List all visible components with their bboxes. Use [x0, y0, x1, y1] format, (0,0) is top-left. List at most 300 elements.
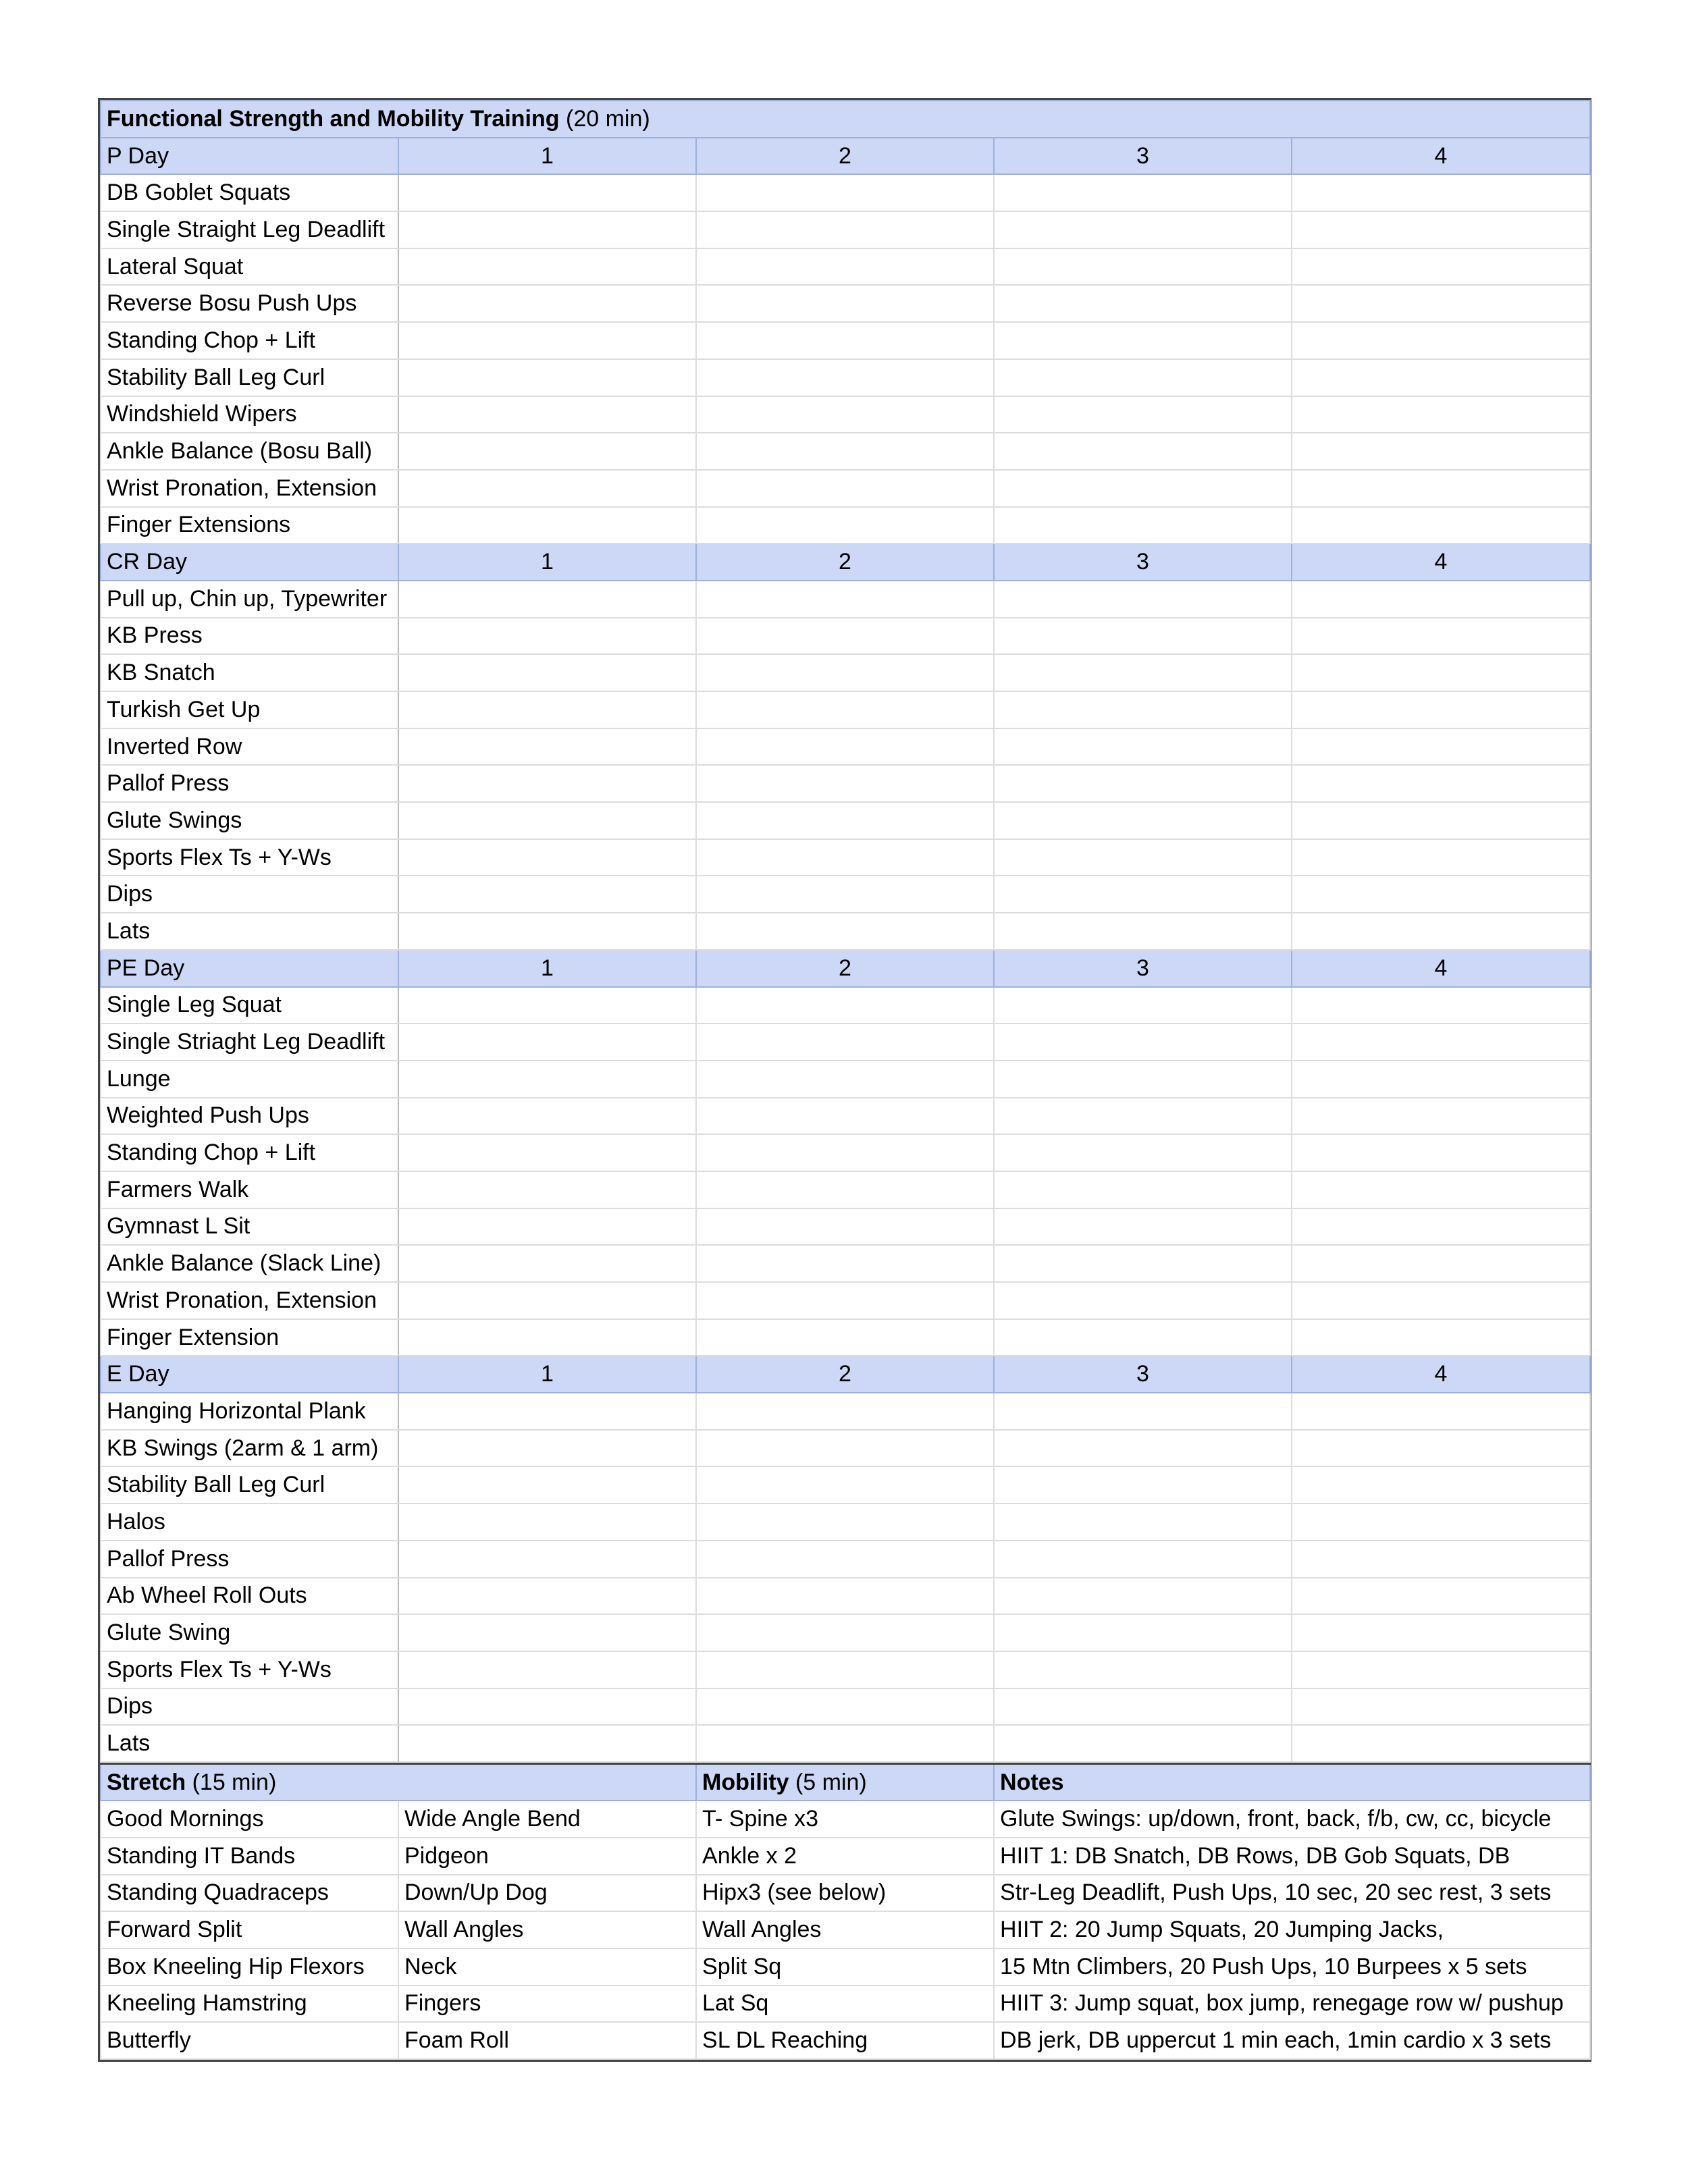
set-cell[interactable]	[1292, 581, 1590, 618]
set-number-header[interactable]: 4	[1292, 138, 1590, 175]
set-cell[interactable]	[1292, 174, 1590, 211]
set-cell[interactable]	[994, 396, 1292, 433]
exercise-name[interactable]: Wrist Pronation, Extension	[101, 1282, 398, 1319]
set-cell[interactable]	[696, 987, 994, 1024]
set-cell[interactable]	[398, 581, 696, 618]
exercise-row	[101, 1651, 1590, 1688]
set-cell[interactable]	[696, 359, 994, 396]
set-cell[interactable]	[696, 618, 994, 655]
set-cell[interactable]	[994, 433, 1292, 470]
exercise-row	[101, 1393, 1590, 1430]
set-cell[interactable]	[398, 1688, 696, 1726]
set-cell[interactable]	[1292, 1319, 1590, 1356]
set-cell[interactable]	[1292, 285, 1590, 322]
exercise-name[interactable]: Single Striaght Leg Deadlift	[101, 1023, 398, 1061]
footer-header-row	[101, 1763, 1590, 1801]
set-cell[interactable]	[1292, 654, 1590, 691]
footer-row	[101, 1911, 1590, 1948]
exercise-row	[101, 987, 1590, 1024]
set-cell[interactable]	[398, 248, 696, 286]
set-cell[interactable]	[1292, 1061, 1590, 1098]
set-cell[interactable]	[696, 248, 994, 286]
set-cell[interactable]	[696, 396, 994, 433]
exercise-name[interactable]: Glute Swings	[101, 802, 398, 839]
exercise-row	[101, 285, 1590, 322]
training-table	[100, 100, 1591, 1763]
set-cell[interactable]	[994, 1098, 1292, 1135]
set-cell[interactable]	[696, 1725, 994, 1762]
set-cell[interactable]	[1292, 1171, 1590, 1208]
set-cell[interactable]	[696, 1503, 994, 1541]
stretch-item[interactable]: Butterfly	[101, 2022, 398, 2059]
mobility-item[interactable]: Hipx3 (see below)	[696, 1875, 994, 1912]
set-cell[interactable]	[398, 1134, 696, 1171]
exercise-row	[101, 1098, 1590, 1135]
set-cell[interactable]	[1292, 1134, 1590, 1171]
set-cell[interactable]	[398, 1208, 696, 1246]
set-cell[interactable]	[1292, 876, 1590, 913]
set-cell[interactable]	[696, 581, 994, 618]
set-cell[interactable]	[1292, 1098, 1590, 1135]
set-cell[interactable]	[398, 802, 696, 839]
set-cell[interactable]	[994, 1430, 1292, 1467]
footer-row	[101, 1875, 1590, 1912]
set-cell[interactable]	[696, 1245, 994, 1282]
set-cell[interactable]	[398, 1430, 696, 1467]
set-cell[interactable]	[1292, 802, 1590, 839]
exercise-name[interactable]: Stability Ball Leg Curl	[101, 359, 398, 396]
exercise-name[interactable]: DB Goblet Squats	[101, 174, 398, 211]
set-cell[interactable]	[696, 913, 994, 950]
set-cell[interactable]	[1292, 1393, 1590, 1430]
set-cell[interactable]	[1292, 1541, 1590, 1578]
stretch-item[interactable]: Pidgeon	[398, 1838, 696, 1875]
stretch-item[interactable]: Box Kneeling Hip Flexors	[101, 1948, 398, 1986]
set-cell[interactable]	[994, 691, 1292, 728]
set-number-header[interactable]: 3	[994, 543, 1292, 581]
set-cell[interactable]	[1292, 1578, 1590, 1615]
exercise-name[interactable]: Turkish Get Up	[101, 691, 398, 728]
set-cell[interactable]	[398, 285, 696, 322]
exercise-row	[101, 396, 1590, 433]
set-cell[interactable]	[994, 1061, 1292, 1098]
set-cell[interactable]	[994, 248, 1292, 286]
set-cell[interactable]	[994, 1282, 1292, 1319]
set-cell[interactable]	[1292, 396, 1590, 433]
set-cell[interactable]	[1292, 359, 1590, 396]
exercise-row	[101, 1503, 1590, 1541]
set-cell[interactable]	[398, 618, 696, 655]
set-number-header[interactable]: 4	[1292, 1356, 1590, 1393]
set-cell[interactable]	[696, 1651, 994, 1688]
set-cell[interactable]	[1292, 728, 1590, 766]
set-cell[interactable]	[1292, 987, 1590, 1024]
exercise-row	[101, 322, 1590, 359]
exercise-name[interactable]: Finger Extension	[101, 1319, 398, 1356]
set-cell[interactable]	[398, 728, 696, 766]
set-cell[interactable]	[1292, 1282, 1590, 1319]
exercise-name[interactable]: Single Leg Squat	[101, 987, 398, 1024]
mobility-item[interactable]: Wall Angles	[696, 1911, 994, 1948]
set-cell[interactable]	[994, 876, 1292, 913]
stretch-item[interactable]: Wall Angles	[398, 1911, 696, 1948]
set-number-header[interactable]: 1	[398, 950, 696, 987]
set-cell[interactable]	[994, 322, 1292, 359]
exercise-name[interactable]: Farmers Walk	[101, 1171, 398, 1208]
mobility-item[interactable]: Ankle x 2	[696, 1838, 994, 1875]
footer-row	[101, 1948, 1590, 1986]
exercise-name[interactable]: Ankle Balance (Slack Line)	[101, 1245, 398, 1282]
set-cell[interactable]	[696, 876, 994, 913]
set-cell[interactable]	[994, 1245, 1292, 1282]
set-cell[interactable]	[696, 174, 994, 211]
set-cell[interactable]	[398, 1393, 696, 1430]
exercise-name[interactable]: Glute Swing	[101, 1614, 398, 1651]
exercise-row	[101, 691, 1590, 728]
exercise-name[interactable]: Pallof Press	[101, 1541, 398, 1578]
stretch-item[interactable]: Wide Angle Bend	[398, 1801, 696, 1838]
exercise-name[interactable]: Reverse Bosu Push Ups	[101, 285, 398, 322]
set-cell[interactable]	[398, 839, 696, 876]
exercise-name[interactable]: Sports Flex Ts + Y-Ws	[101, 1651, 398, 1688]
exercise-row	[101, 248, 1590, 286]
exercise-row	[101, 802, 1590, 839]
set-cell[interactable]	[1292, 470, 1590, 507]
set-cell[interactable]	[1292, 433, 1590, 470]
set-cell[interactable]	[398, 359, 696, 396]
set-cell[interactable]	[994, 470, 1292, 507]
exercise-name[interactable]: Standing Chop + Lift	[101, 322, 398, 359]
exercise-name[interactable]: Dips	[101, 1688, 398, 1726]
exercise-row	[101, 1614, 1590, 1651]
section-title[interactable]: P Day	[101, 138, 398, 175]
set-cell[interactable]	[398, 322, 696, 359]
section-title[interactable]: E Day	[101, 1356, 398, 1393]
notes-line[interactable]: Str-Leg Deadlift, Push Ups, 10 sec, 20 sec rest, 3 sets	[994, 1875, 1590, 1912]
set-cell[interactable]	[994, 581, 1292, 618]
stretch-item[interactable]: Down/Up Dog	[398, 1875, 696, 1912]
mobility-item[interactable]: Split Sq	[696, 1948, 994, 1986]
exercise-name[interactable]: Lats	[101, 1725, 398, 1762]
footer-row	[101, 1801, 1590, 1838]
exercise-row	[101, 1319, 1590, 1356]
set-cell[interactable]	[994, 1503, 1292, 1541]
exercise-name[interactable]: Lats	[101, 913, 398, 950]
exercise-name[interactable]: Finger Extensions	[101, 507, 398, 544]
set-number-header[interactable]: 1	[398, 138, 696, 175]
set-cell[interactable]	[398, 1541, 696, 1578]
set-cell[interactable]	[696, 1578, 994, 1615]
section-header-row	[101, 950, 1590, 987]
set-cell[interactable]	[994, 913, 1292, 950]
set-cell[interactable]	[398, 654, 696, 691]
set-number-header[interactable]: 2	[696, 950, 994, 987]
exercise-row	[101, 1061, 1590, 1098]
set-cell[interactable]	[1292, 507, 1590, 544]
set-cell[interactable]	[994, 1688, 1292, 1726]
set-number-header[interactable]: 2	[696, 1356, 994, 1393]
exercise-row	[101, 1134, 1590, 1171]
set-cell[interactable]	[398, 691, 696, 728]
set-cell[interactable]	[1292, 248, 1590, 286]
notes-line[interactable]: HIIT 1: DB Snatch, DB Rows, DB Gob Squats, DB	[994, 1838, 1590, 1875]
set-cell[interactable]	[994, 1393, 1292, 1430]
set-cell[interactable]	[696, 1023, 994, 1061]
set-cell[interactable]	[1292, 322, 1590, 359]
set-cell[interactable]	[696, 211, 994, 248]
set-cell[interactable]	[994, 1466, 1292, 1503]
exercise-row	[101, 433, 1590, 470]
exercise-name[interactable]: KB Press	[101, 618, 398, 655]
notes-line[interactable]: HIIT 3: Jump squat, box jump, renegage row w/ pushup	[994, 1986, 1590, 2023]
exercise-name[interactable]: Single Straight Leg Deadlift	[101, 211, 398, 248]
set-cell[interactable]	[696, 285, 994, 322]
set-cell[interactable]	[994, 802, 1292, 839]
set-cell[interactable]	[398, 1023, 696, 1061]
section-title[interactable]: PE Day	[101, 950, 398, 987]
set-cell[interactable]	[1292, 691, 1590, 728]
set-number-header[interactable]: 1	[398, 543, 696, 581]
set-cell[interactable]	[1292, 1503, 1590, 1541]
set-cell[interactable]	[994, 174, 1292, 211]
set-cell[interactable]	[398, 507, 696, 544]
exercise-row	[101, 654, 1590, 691]
set-cell[interactable]	[398, 1651, 696, 1688]
set-cell[interactable]	[696, 1171, 994, 1208]
set-cell[interactable]	[994, 1651, 1292, 1688]
stretch-item[interactable]: Foam Roll	[398, 2022, 696, 2059]
set-number-header[interactable]: 4	[1292, 543, 1590, 581]
mobility-item[interactable]: SL DL Reaching	[696, 2022, 994, 2059]
stretch-item[interactable]: Fingers	[398, 1986, 696, 2023]
set-cell[interactable]	[696, 507, 994, 544]
set-cell[interactable]	[994, 987, 1292, 1024]
set-cell[interactable]	[696, 802, 994, 839]
section-header-row	[101, 1356, 1590, 1393]
set-cell[interactable]	[994, 1578, 1292, 1615]
stretch-item[interactable]: Neck	[398, 1948, 696, 1986]
set-cell[interactable]	[696, 765, 994, 802]
set-cell[interactable]	[398, 1319, 696, 1356]
exercise-row	[101, 1466, 1590, 1503]
exercise-row	[101, 507, 1590, 544]
set-cell[interactable]	[696, 654, 994, 691]
exercise-name[interactable]: Windshield Wipers	[101, 396, 398, 433]
set-cell[interactable]	[696, 839, 994, 876]
set-cell[interactable]	[1292, 211, 1590, 248]
set-cell[interactable]	[696, 1061, 994, 1098]
set-cell[interactable]	[1292, 618, 1590, 655]
exercise-row	[101, 581, 1590, 618]
exercise-row	[101, 1171, 1590, 1208]
set-cell[interactable]	[398, 1245, 696, 1282]
exercise-name[interactable]: Stability Ball Leg Curl	[101, 1466, 398, 1503]
set-cell[interactable]	[994, 1541, 1292, 1578]
stretch-item[interactable]: Standing IT Bands	[101, 1838, 398, 1875]
exercise-name[interactable]: Lunge	[101, 1061, 398, 1098]
set-cell[interactable]	[696, 1430, 994, 1467]
set-cell[interactable]	[398, 876, 696, 913]
exercise-row	[101, 1688, 1590, 1726]
set-cell[interactable]	[696, 1393, 994, 1430]
exercise-row	[101, 1023, 1590, 1061]
exercise-name[interactable]: Dips	[101, 876, 398, 913]
set-number-header[interactable]: 1	[398, 1356, 696, 1393]
stretch-header[interactable]: Stretch (15 min)	[101, 1763, 696, 1801]
set-cell[interactable]	[398, 987, 696, 1024]
mobility-item[interactable]: Lat Sq	[696, 1986, 994, 2023]
stretch-item[interactable]: Standing Quadraceps	[101, 1875, 398, 1912]
notes-line[interactable]: DB jerk, DB uppercut 1 min each, 1min cardio x 3 sets	[994, 2022, 1590, 2059]
set-cell[interactable]	[994, 618, 1292, 655]
exercise-name[interactable]: KB Snatch	[101, 654, 398, 691]
exercise-name[interactable]: Pull up, Chin up, Typewriter	[101, 581, 398, 618]
exercise-name[interactable]: Weighted Push Ups	[101, 1098, 398, 1135]
exercise-name[interactable]: Hanging Horizontal Plank	[101, 1393, 398, 1430]
set-cell[interactable]	[696, 470, 994, 507]
exercise-name[interactable]: Inverted Row	[101, 728, 398, 766]
set-cell[interactable]	[994, 1725, 1292, 1762]
stretch-item[interactable]: Kneeling Hamstring	[101, 1986, 398, 2023]
footer-table	[100, 1763, 1591, 2060]
exercise-row	[101, 1430, 1590, 1467]
set-cell[interactable]	[398, 1503, 696, 1541]
set-cell[interactable]	[696, 1614, 994, 1651]
exercise-row	[101, 174, 1590, 211]
set-cell[interactable]	[696, 433, 994, 470]
exercise-row	[101, 470, 1590, 507]
set-cell[interactable]	[1292, 1023, 1590, 1061]
section-header-row	[101, 543, 1590, 581]
set-cell[interactable]	[696, 1134, 994, 1171]
set-cell[interactable]	[696, 691, 994, 728]
set-cell[interactable]	[994, 728, 1292, 766]
set-cell[interactable]	[1292, 1651, 1590, 1688]
notes-header[interactable]: Notes	[994, 1763, 1590, 1801]
footer-row	[101, 2022, 1590, 2059]
set-cell[interactable]	[696, 1319, 994, 1356]
exercise-name[interactable]: Halos	[101, 1503, 398, 1541]
mobility-item[interactable]: T- Spine x3	[696, 1801, 994, 1838]
set-cell[interactable]	[994, 1134, 1292, 1171]
set-cell[interactable]	[1292, 1208, 1590, 1246]
set-cell[interactable]	[994, 507, 1292, 544]
exercise-name[interactable]: Gymnast L Sit	[101, 1208, 398, 1246]
exercise-row	[101, 1245, 1590, 1282]
exercise-row	[101, 359, 1590, 396]
set-number-header[interactable]: 2	[696, 543, 994, 581]
set-cell[interactable]	[994, 1023, 1292, 1061]
exercise-row	[101, 1578, 1590, 1615]
exercise-name[interactable]: Pallof Press	[101, 765, 398, 802]
set-cell[interactable]	[398, 433, 696, 470]
set-cell[interactable]	[398, 1098, 696, 1135]
set-cell[interactable]	[696, 728, 994, 766]
exercise-name[interactable]: Lateral Squat	[101, 248, 398, 286]
set-cell[interactable]	[1292, 1430, 1590, 1467]
set-cell[interactable]	[1292, 1688, 1590, 1726]
set-cell[interactable]	[398, 470, 696, 507]
set-cell[interactable]	[398, 1061, 696, 1098]
set-cell[interactable]	[398, 913, 696, 950]
set-cell[interactable]	[696, 1688, 994, 1726]
set-cell[interactable]	[696, 1282, 994, 1319]
set-cell[interactable]	[994, 1171, 1292, 1208]
set-cell[interactable]	[1292, 1466, 1590, 1503]
notes-line[interactable]: 15 Mtn Climbers, 20 Push Ups, 10 Burpees x 5 sets	[994, 1948, 1590, 1986]
set-cell[interactable]	[398, 1614, 696, 1651]
set-cell[interactable]	[696, 1541, 994, 1578]
set-cell[interactable]	[994, 1319, 1292, 1356]
set-cell[interactable]	[994, 359, 1292, 396]
exercise-name[interactable]: Ankle Balance (Bosu Ball)	[101, 433, 398, 470]
exercise-name[interactable]: KB Swings (2arm & 1 arm)	[101, 1430, 398, 1467]
set-cell[interactable]	[994, 765, 1292, 802]
set-cell[interactable]	[994, 654, 1292, 691]
set-cell[interactable]	[994, 1614, 1292, 1651]
set-cell[interactable]	[1292, 765, 1590, 802]
sheet-title[interactable]: Functional Strength and Mobility Training (20 min)	[101, 101, 1590, 138]
set-cell[interactable]	[1292, 1614, 1590, 1651]
set-cell[interactable]	[696, 1466, 994, 1503]
exercise-row	[101, 876, 1590, 913]
set-cell[interactable]	[398, 765, 696, 802]
exercise-name[interactable]: Wrist Pronation, Extension	[101, 470, 398, 507]
notes-line[interactable]: HIIT 2: 20 Jump Squats, 20 Jumping Jacks,	[994, 1911, 1590, 1948]
exercise-row	[101, 1725, 1590, 1762]
exercise-name[interactable]: Ab Wheel Roll Outs	[101, 1578, 398, 1615]
set-number-header[interactable]: 3	[994, 950, 1292, 987]
set-cell[interactable]	[1292, 1245, 1590, 1282]
set-cell[interactable]	[1292, 913, 1590, 950]
stretch-item[interactable]: Good Mornings	[101, 1801, 398, 1838]
set-cell[interactable]	[696, 1098, 994, 1135]
set-cell[interactable]	[994, 1208, 1292, 1246]
set-cell[interactable]	[1292, 1725, 1590, 1762]
set-cell[interactable]	[1292, 839, 1590, 876]
set-cell[interactable]	[398, 1282, 696, 1319]
mobility-header[interactable]: Mobility (5 min)	[696, 1763, 994, 1801]
set-number-header[interactable]: 4	[1292, 950, 1590, 987]
set-cell[interactable]	[398, 1578, 696, 1615]
set-cell[interactable]	[994, 285, 1292, 322]
exercise-row	[101, 1541, 1590, 1578]
stretch-item[interactable]: Forward Split	[101, 1911, 398, 1948]
set-cell[interactable]	[696, 322, 994, 359]
set-cell[interactable]	[398, 396, 696, 433]
set-cell[interactable]	[994, 211, 1292, 248]
set-cell[interactable]	[398, 1171, 696, 1208]
set-cell[interactable]	[398, 1466, 696, 1503]
exercise-row	[101, 618, 1590, 655]
notes-line[interactable]: Glute Swings: up/down, front, back, f/b, cw, cc, bicycle	[994, 1801, 1590, 1838]
exercise-name[interactable]: Sports Flex Ts + Y-Ws	[101, 839, 398, 876]
exercise-row	[101, 839, 1590, 876]
set-cell[interactable]	[398, 211, 696, 248]
set-number-header[interactable]: 3	[994, 1356, 1292, 1393]
set-cell[interactable]	[696, 1208, 994, 1246]
exercise-row	[101, 211, 1590, 248]
set-cell[interactable]	[398, 174, 696, 211]
exercise-name[interactable]: Standing Chop + Lift	[101, 1134, 398, 1171]
section-header-row	[101, 138, 1590, 175]
set-number-header[interactable]: 2	[696, 138, 994, 175]
section-title[interactable]: CR Day	[101, 543, 398, 581]
footer-row	[101, 1986, 1590, 2023]
set-number-header[interactable]: 3	[994, 138, 1292, 175]
set-cell[interactable]	[994, 839, 1292, 876]
set-cell[interactable]	[398, 1725, 696, 1762]
